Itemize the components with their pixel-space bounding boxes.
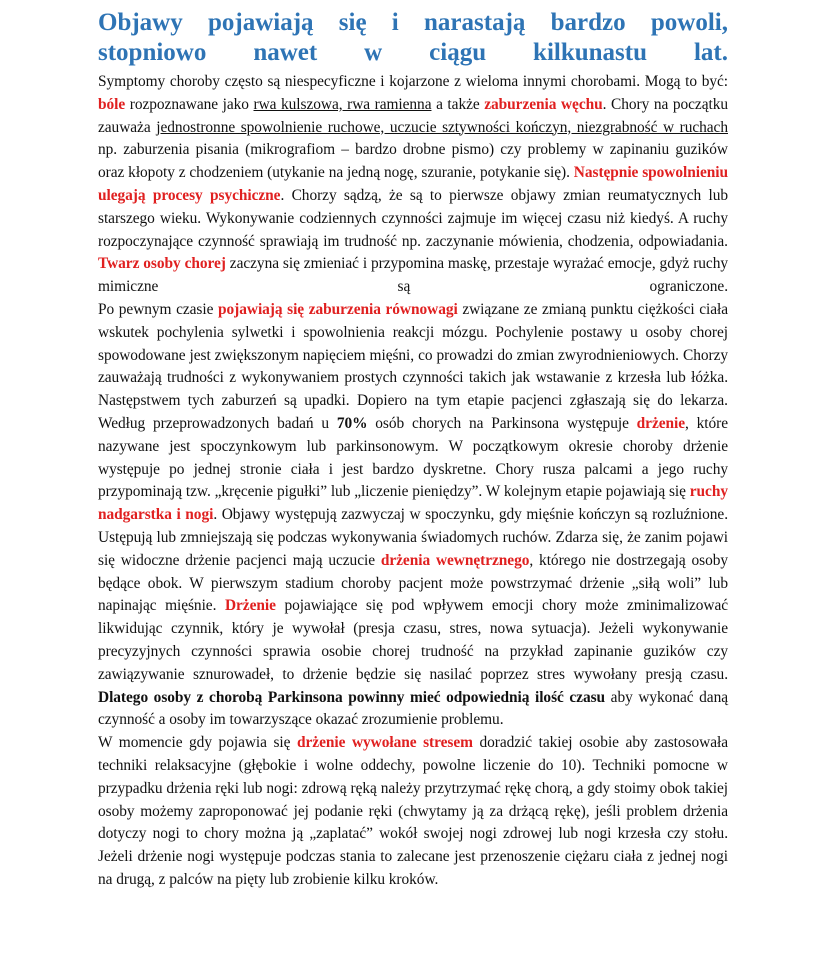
highlight-stress-tremor: drżenie wywołane stresem	[297, 734, 473, 752]
highlight-tremor: drżenie	[636, 414, 686, 432]
highlight-face: Twarz osoby chorej	[98, 255, 226, 273]
highlight-psychic: Następnie spowolnieniu ulegają procesy psychiczne	[98, 164, 729, 204]
underline-sciatica: rwa kulszowa, rwa ramienna	[253, 95, 432, 113]
title-line-2: stopniowo nawet w ciągu kilkunastu lat.	[98, 38, 728, 66]
document-page	[98, 8, 728, 892]
highlight-balance: pojawiają się zaburzenia równowagi	[218, 300, 458, 318]
page-title	[98, 8, 728, 67]
highlight-pain: bóle	[98, 95, 126, 113]
bold-time-advice: Dlatego osoby z chorobą Parkinsona powinny mieć odpowiednią ilość czasu	[98, 688, 606, 706]
paragraph-stress: W momencie gdy pojawia się drżenie wywołane stresem doradzić takiej osobie aby zastosowała techniki relaksacyjne (głębokie i wolne oddechy, powolne liczenie do 10). Techniki pomocne w przypadku drżenia ręki lub nogi: zdrową ręką należy przytrzymać rękę chorą, a gdy stoimy obok takiej osoby możemy zaproponować jej podanie ręki (chwytamy ją za drżącą rękę), jeśli problem drżenia dotyczy nogi to chory można ją „zaplatać” wokół swojej nogi zdrowej lub nogi krzesła czy stołu. Jeżeli drżenie nogi występuje podczas stania to zalecane jest przenoszenie ciężaru ciała z jednej nogi na drugą, z palców na pięty lub zrobienie kilku kroków.	[98, 734, 728, 888]
highlight-tremor-2: Drżenie	[224, 597, 276, 615]
highlight-inner-tremor: drżenia wewnętrznego	[380, 551, 530, 569]
paragraph-balance: Po pewnym czasie pojawiają się zaburzenia równowagi związane ze zmianą punktu ciężkości ciała wskutek pochylenia sylwetki i spowolnienia reakcji mózgu. Pochylenie postawy u osoby chorej spowodowane jest zwiększonym napięciem mięśni, co prowadzi do zmian zwyrodnieniowych. Chorzy zauważają trudności z wykonywaniem prostych czynności takich jak wstawanie z krzesła lub łóżka. Następstwem tych zaburzeń są upadki. Dopiero na tym etapie pacjenci zgłaszają się do lekarza.	[98, 300, 728, 410]
underline-slowness: jednostronne spowolnienie ruchowe, uczucie sztywności kończyn, niezgrabność w ruchach	[156, 118, 728, 136]
highlight-wrist-leg: ruchy nadgarstka i nogi	[98, 483, 728, 524]
stat-percent: 70%	[336, 414, 368, 432]
title-line-1: Objawy pojawiają się i narastają bardzo powoli,	[98, 9, 728, 36]
body-text	[98, 71, 728, 892]
paragraph-symptoms: Symptomy choroby często są niespecyficzne i kojarzone z wieloma innymi chorobami. Mogą to być: bóle rozpoznawane jako rwa kulszowa, rwa ramienna a także zaburzenia węchu. Chory na początku zauważa jednostronne spowolnienie ruchowe, uczucie sztywności kończyn, niezgrabność w ruchach np. zaburzenia pisania (mikrografiom – bardzo drobne pismo) czy problemy w zapinaniu guzików oraz kłopoty z chodzeniem (utykanie na jedną nogę, szuranie, potykanie się). Następnie spowolnieniu ulegają procesy psychiczne. Chorzy sądzą, że są to pierwsze objawy zmian reumatycznych lub starszego wieku. Wykonywanie codziennych czynności zajmuje im więcej czasu niż kiedyś. A ruchy rozpoczynające czynność sprawiają im trudność np. zaczynanie mówienia, chodzenia, odpowiadania. Twarz osoby chorej zaczyna się zmieniać i przypomina maskę, przestaje wyrażać emocje, gdyż ruchy mimiczne są ograniczone.	[98, 73, 729, 296]
highlight-smell: zaburzenia węchu	[484, 95, 603, 113]
paragraph-tremor: Według przeprowadzonych badań u 70% osób chorych na Parkinsona występuje drżenie, które nazywane jest spoczynkowym lub parkinsonowym. W początkowym okresie choroby drżenie występuje po jednej stronie ciała i jest bardzo dyskretne. Chory rusza palcami a jego ruchy przypominają tzw. „kręcenie pigułki” lub „liczenie pieniędzy”. W kolejnym etapie pojawiają się ruchy nadgarstka i nogi. Objawy występują zazwyczaj w spoczynku, gdy mięśnie kończyn są rozluźnione. Ustępują lub zmniejszają się podczas wykonywania świadomych ruchów. Zdarza się, że zanim pojawi się widoczne drżenie pacjenci mają uczucie drżenia wewnętrznego, którego nie dostrzegają osoby będące obok. W pierwszym stadium choroby pacjent może powstrzymać drżenie „siłą woli” lub napinając mięśnie. Drżenie pojawiające się pod wpływem emocji chory może zminimalizować likwidując czynnik, który je wywołał (presja czasu, stres, nowa sytuacja). Jeżeli wykonywanie precyzyjnych czynności sprawia osobie chorej trudność na przykład zapinanie guzików czy zawiązywanie sznurowadeł, to drżenie będzie się nasilać poprzez stres wywołany presją czasu. Dlatego osoby z chorobą Parkinsona powinny mieć odpowiednią ilość czasu aby wykonać daną czynność a osoby im towarzyszące okazać zrozumienie problemu.	[98, 414, 729, 729]
